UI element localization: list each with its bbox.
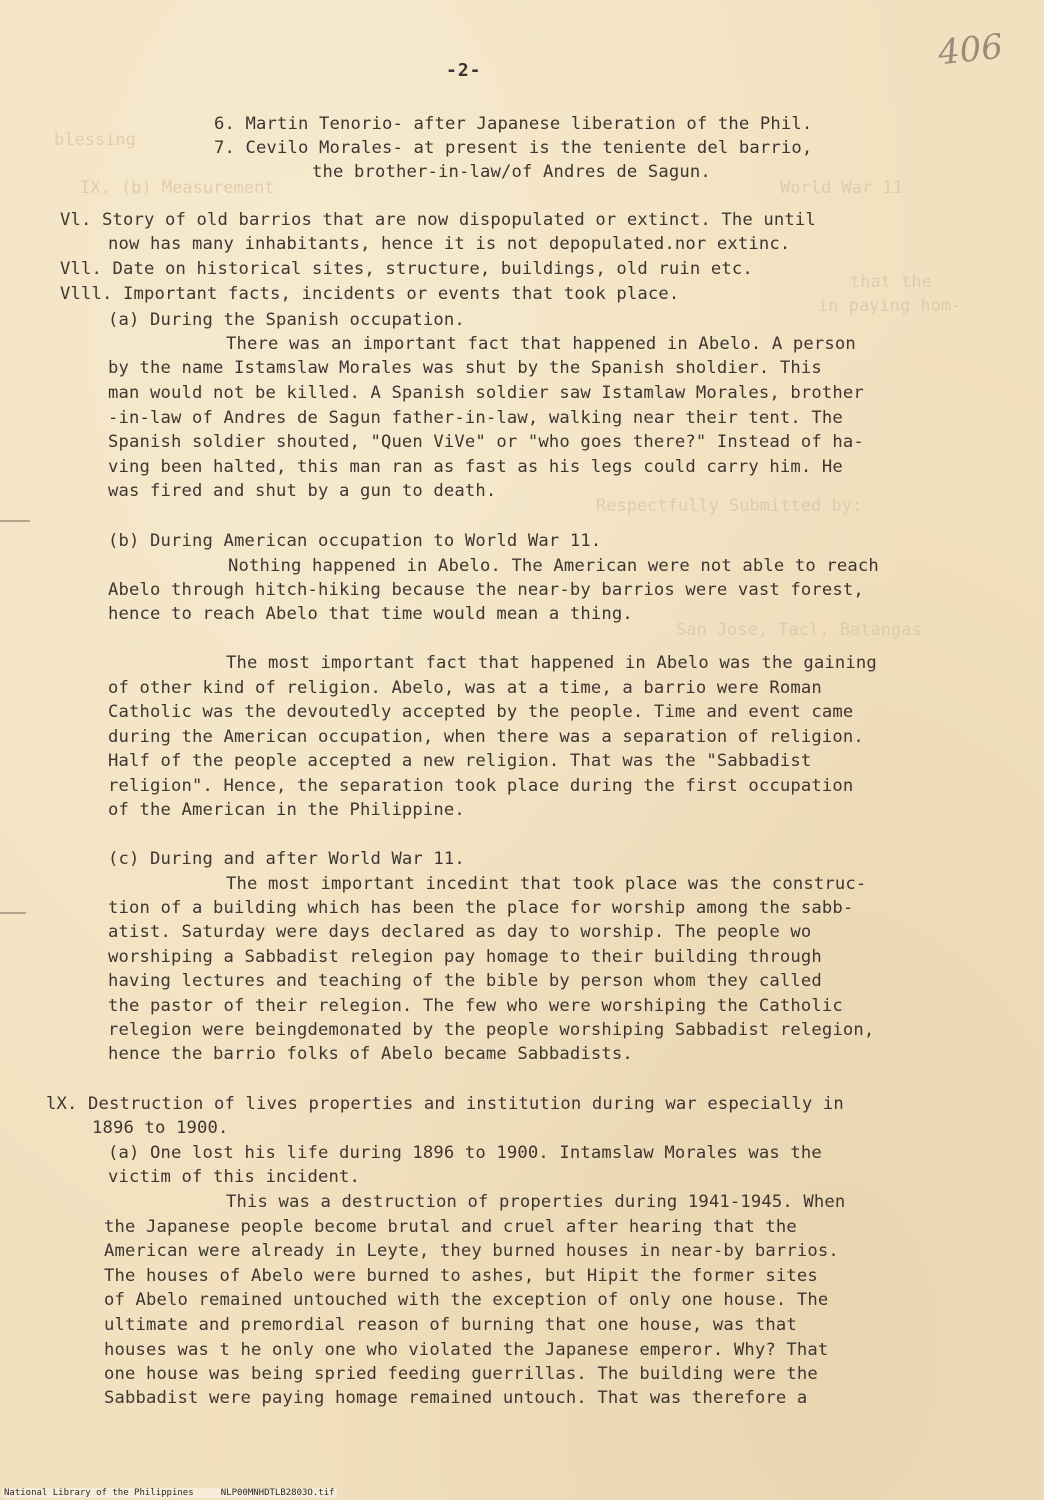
text-line: relegion were beingdemonated by the people worshiping Sabbadist relegion,: [108, 1020, 875, 1040]
text-line: (a) One lost his life during 1896 to 1900. Intamslaw Morales was the: [108, 1143, 822, 1163]
margin-mark: [0, 520, 30, 522]
text-line: The most important fact that happened in Abelo was the gaining: [226, 653, 877, 673]
text-line: ultimate and premordial reason of burning that one house, was that: [104, 1315, 797, 1335]
archive-footer-label: National Library of the Philippines NLP00MNHDTLB2803O.tif: [4, 1488, 335, 1498]
text-line: Spanish soldier shouted, "Quen ViVe" or "who goes there?" Instead of ha-: [108, 432, 864, 452]
text-line: having lectures and teaching of the bible by person whom they called: [108, 971, 822, 991]
handwritten-page-number: 406: [936, 26, 1005, 74]
text-line: Vl. Story of old barrios that are now dispopulated or extinct. The until: [60, 210, 816, 230]
text-line: Abelo through hitch-hiking because the near-by barrios were vast forest,: [108, 580, 864, 600]
show-through-text: blessing: [54, 130, 136, 150]
text-line: man would not be killed. A Spanish soldier saw Istamlaw Morales, brother: [108, 383, 864, 403]
page-number: -2-: [446, 60, 482, 81]
subheading-line: (c) During and after World War 11.: [108, 849, 465, 869]
text-line: American were already in Leyte, they burned houses in near-by barrios.: [104, 1241, 839, 1261]
text-line: one house was being spried feeding guerrillas. The building were the: [104, 1364, 818, 1384]
text-line: religion". Hence, the separation took place during the first occupation: [108, 776, 854, 796]
text-line: There was an important fact that happened in Abelo. A person: [226, 334, 856, 354]
text-line: of Abelo remained untouched with the exception of only one house. The: [104, 1290, 829, 1310]
text-line: of the American in the Philippine.: [108, 800, 465, 820]
show-through-text: San Jose, Tacl, Batangas: [676, 620, 922, 640]
text-line: Half of the people accepted a new religion. That was the "Sabbadist: [108, 751, 812, 771]
show-through-text: Respectfully Submitted by:: [596, 496, 863, 516]
subheading-line: (a) During the Spanish occupation.: [108, 310, 465, 330]
text-line: tion of a building which has been the place for worship among the sabb-: [108, 898, 854, 918]
text-line: Sabbadist were paying homage remained untouch. That was therefore a: [104, 1388, 808, 1408]
text-line: -in-law of Andres de Sagun father-in-law, walking near their tent. The: [108, 408, 843, 428]
text-line: the pastor of their relegion. The few who were worshiping the Catholic: [108, 996, 843, 1016]
text-line: now has many inhabitants, hence it is not depopulated.nor extinc.: [108, 234, 791, 254]
text-line: hence the barrio folks of Abelo became Sabbadists.: [108, 1044, 633, 1064]
text-line: Vlll. Important facts, incidents or events that took place.: [60, 284, 680, 304]
text-line: 1896 to 1900.: [92, 1118, 229, 1138]
text-line: the brother-in-law/of Andres de Sagun.: [312, 162, 711, 182]
text-line: 7. Cevilo Morales- at present is the teniente del barrio,: [214, 138, 813, 158]
text-line: ving been halted, this man ran as fast as his legs could carry him. He: [108, 457, 843, 477]
text-line: 6. Martin Tenorio- after Japanese liberation of the Phil.: [214, 114, 813, 134]
text-line: the Japanese people become brutal and cruel after hearing that the: [104, 1217, 797, 1237]
show-through-text: that the: [850, 272, 932, 292]
margin-mark: [0, 912, 26, 914]
text-line: houses was t he only one who violated the Japanese emperor. Why? That: [104, 1340, 829, 1360]
text-line: atist. Saturday were days declared as day to worship. The people wo: [108, 922, 812, 942]
text-line: was fired and shut by a gun to death.: [108, 481, 497, 501]
text-line: by the name Istamslaw Morales was shut by the Spanish sholdier. This: [108, 358, 822, 378]
show-through-text: IX. (b) Measurement: [80, 178, 275, 198]
text-line: Nothing happened in Abelo. The American were not able to reach: [228, 556, 879, 576]
text-line: Catholic was the devoutedly accepted by the people. Time and event came: [108, 702, 854, 722]
text-line: The houses of Abelo were burned to ashes, but Hipit the former sites: [104, 1266, 818, 1286]
show-through-text: World War 11: [780, 178, 903, 198]
text-line: hence to reach Abelo that time would mean a thing.: [108, 604, 633, 624]
text-line: victim of this incident.: [108, 1167, 360, 1187]
text-line: lX. Destruction of lives properties and institution during war especially in: [46, 1094, 844, 1114]
text-line: of other kind of religion. Abelo, was at a time, a barrio were Roman: [108, 678, 822, 698]
text-line: Vll. Date on historical sites, structure, buildings, old ruin etc.: [60, 259, 753, 279]
text-line: worshiping a Sabbadist relegion pay homage to their building through: [108, 947, 822, 967]
show-through-text: in paying hom-: [818, 296, 962, 316]
text-line: This was a destruction of properties during 1941-1945. When: [226, 1192, 846, 1212]
text-line: The most important incedint that took place was the construc-: [226, 874, 867, 894]
text-line: during the American occupation, when there was a separation of religion.: [108, 727, 864, 747]
subheading-line: (b) During American occupation to World War 11.: [108, 531, 602, 551]
